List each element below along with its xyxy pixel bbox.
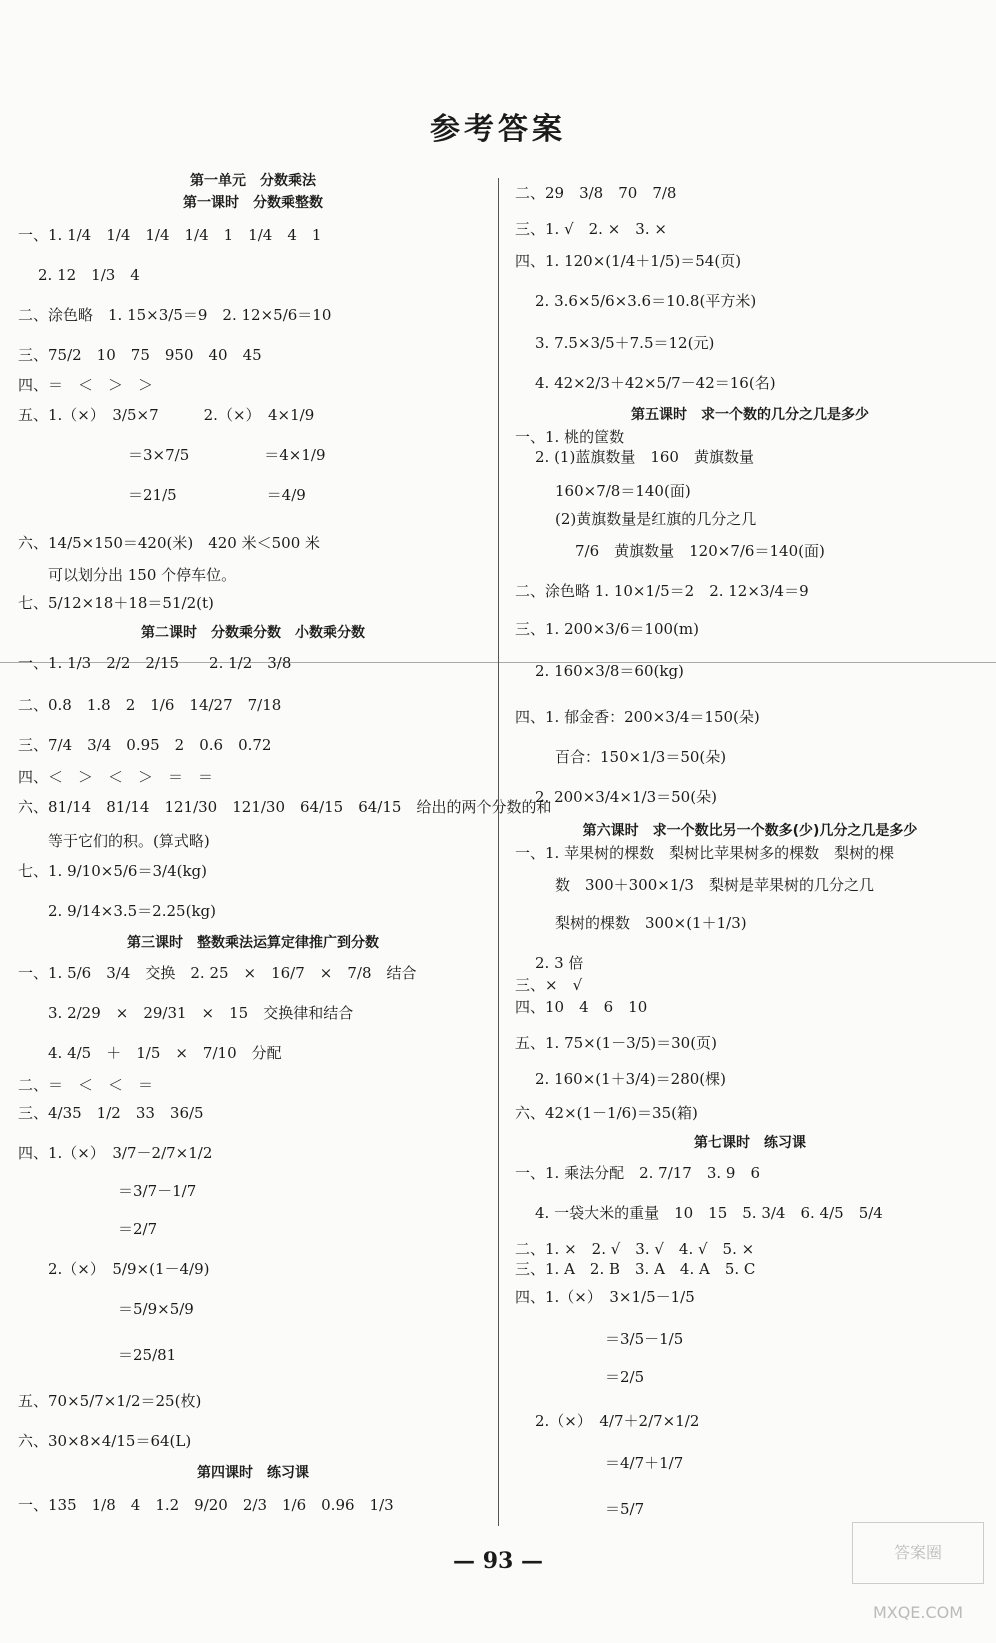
answer-line: 2.（×） 4/7＋2/7×1/2 [535, 1412, 700, 1430]
answer-line: 二、29 3/8 70 7/8 [515, 184, 677, 202]
answer-line: 160×7/8＝140(面) [555, 482, 691, 500]
answer-line: 3. 7.5×3/5＋7.5＝12(元) [535, 334, 715, 352]
section-heading: 第二课时 分数乘分数 小数乘分数 [141, 625, 365, 641]
answer-line: 六、30×8×4/15＝64(L) [18, 1432, 192, 1450]
section-heading: 第一单元 分数乘法 [190, 173, 316, 189]
answer-line: ＝25/81 [118, 1346, 177, 1364]
section-heading: 第四课时 练习课 [197, 1465, 309, 1481]
answer-line: 2. (1)蓝旗数量 160 黄旗数量 [535, 448, 754, 466]
answer-line: (2)黄旗数量是红旗的几分之几 [555, 510, 757, 528]
answer-line: 4. 一袋大米的重量 10 15 5. 3/4 6. 4/5 5/4 [535, 1204, 883, 1222]
answer-line: 2. 3.6×5/6×3.6＝10.8(平方米) [535, 292, 757, 310]
answer-line: 2. 12 1/3 4 [38, 266, 140, 284]
answer-line: 一、1. 1/4 1/4 1/4 1/4 1 1/4 4 1 [18, 226, 322, 244]
answer-line: 五、1. 75×(1－3/5)＝30(页) [515, 1034, 717, 1052]
answer-line: 数 300＋300×1/3 梨树是苹果树的几分之几 [555, 876, 874, 894]
answer-line: ＝21/5 ＝4/9 [128, 486, 306, 504]
answer-line: 一、1. 苹果树的棵数 梨树比苹果树多的棵数 梨树的棵 [515, 844, 895, 862]
answer-line: 六、81/14 81/14 121/30 121/30 64/15 64/15 给出的两个分数的和 [18, 798, 552, 816]
answer-line: 2. 160×(1＋3/4)＝280(棵) [535, 1070, 727, 1088]
answer-line: 一、135 1/8 4 1.2 9/20 2/3 1/6 0.96 1/3 [18, 1496, 394, 1514]
answer-line: 四、1. 120×(1/4＋1/5)＝54(页) [515, 252, 742, 270]
answer-line: 七、5/12×18＋18＝51/2(t) [18, 594, 214, 612]
answer-line: 7/6 黄旗数量 120×7/6＝140(面) [575, 542, 825, 560]
answer-line: 等于它们的积。(算式略) [48, 832, 210, 850]
page-number: — 93 — [453, 1548, 543, 1574]
answer-line: 六、42×(1－1/6)＝35(箱) [515, 1104, 698, 1122]
answer-line: 三、7/4 3/4 0.95 2 0.6 0.72 [18, 736, 272, 754]
answer-line: 2. 200×3/4×1/3＝50(朵) [535, 788, 717, 806]
answer-line: 梨树的棵数 300×(1＋1/3) [555, 914, 747, 932]
answer-line: 四、10 4 6 10 [515, 998, 648, 1016]
answer-line: ＝2/7 [118, 1220, 158, 1238]
answer-line: 七、1. 9/10×5/6＝3/4(kg) [18, 862, 208, 880]
answer-line: 4. 42×2/3＋42×5/7－42＝16(名) [535, 374, 776, 392]
watermark-logo: 答案圈 MXQE.COM [852, 1522, 984, 1584]
section-heading: 第五课时 求一个数的几分之几是多少 [631, 407, 869, 423]
answer-line: 可以划分出 150 个停车位。 [48, 566, 237, 584]
answer-line: ＝4/7＋1/7 [605, 1454, 684, 1472]
column-divider [498, 178, 499, 1526]
answer-line: 三、4/35 1/2 33 36/5 [18, 1104, 204, 1122]
answer-line: 六、14/5×150＝420(米) 420 米＜500 米 [18, 534, 321, 552]
answer-line: ＝3/5－1/5 [605, 1330, 684, 1348]
answer-line: 五、70×5/7×1/2＝25(枚) [18, 1392, 202, 1410]
section-heading: 第三课时 整数乘法运算定律推广到分数 [127, 935, 379, 951]
answer-line: 三、× √ [515, 976, 583, 994]
answer-line: 3. 2/29 × 29/31 × 15 交换律和结合 [48, 1004, 354, 1022]
answer-line: 三、1. 200×3/6＝100(m) [515, 620, 699, 638]
answer-line: ＝5/9×5/9 [118, 1300, 194, 1318]
answer-line: ＝3×7/5 ＝4×1/9 [128, 446, 326, 464]
answer-line: 四、1.（×） 3/7－2/7×1/2 [18, 1144, 213, 1162]
page-title: 参考答案 [430, 112, 566, 147]
answer-line: 四、1.（×） 3×1/5－1/5 [515, 1288, 695, 1306]
answer-line: 一、1. 乘法分配 2. 7/17 3. 9 6 [515, 1164, 761, 1182]
answer-line: 百合：150×1/3＝50(朵) [555, 748, 727, 766]
answer-line: 二、＝ ＜ ＜ ＝ [18, 1076, 154, 1094]
answer-line: 一、1. 桃的筐数 [515, 428, 625, 446]
section-heading: 第一课时 分数乘整数 [183, 195, 323, 211]
answer-line: 五、1.（×） 3/5×7 2.（×） 4×1/9 [18, 406, 315, 424]
answer-line: 2.（×） 5/9×(1－4/9) [48, 1260, 210, 1278]
answer-line: ＝5/7 [605, 1500, 645, 1518]
section-heading: 第七课时 练习课 [694, 1135, 806, 1151]
answer-line: 三、1. A 2. B 3. A 4. A 5. C [515, 1260, 756, 1278]
answer-line: ＝2/5 [605, 1368, 645, 1386]
answer-line: 二、1. × 2. √ 3. √ 4. √ 5. × [515, 1240, 755, 1258]
answer-line: ＝3/7－1/7 [118, 1182, 197, 1200]
answer-line: 四、＝ ＜ ＞ ＞ [18, 376, 154, 394]
answer-line: 2. 160×3/8＝60(kg) [535, 662, 684, 680]
answer-line: 二、0.8 1.8 2 1/6 14/27 7/18 [18, 696, 282, 714]
answer-line: 三、75/2 10 75 950 40 45 [18, 346, 262, 364]
answer-line: 二、涂色略 1. 15×3/5＝9 2. 12×5/6＝10 [18, 306, 332, 324]
answer-line: 一、1. 5/6 3/4 交换 2. 25 × 16/7 × 7/8 结合 [18, 964, 417, 982]
answer-line: 二、涂色略 1. 10×1/5＝2 2. 12×3/4＝9 [515, 582, 809, 600]
answer-line: 4. 4/5 ＋ 1/5 × 7/10 分配 [48, 1044, 282, 1062]
answer-line: 四、＜ ＞ ＜ ＞ ＝ ＝ [18, 768, 214, 786]
answer-line: 四、1. 郁金香：200×3/4＝150(朵) [515, 708, 760, 726]
answer-line: 一、1. 1/3 2/2 2/15 2. 1/2 3/8 [18, 654, 292, 672]
answer-line: 2. 3 倍 [535, 954, 584, 972]
answer-line: 2. 9/14×3.5＝2.25(kg) [48, 902, 216, 920]
answer-line: 三、1. √ 2. × 3. × [515, 220, 667, 238]
section-heading: 第六课时 求一个数比另一个数多(少)几分之几是多少 [582, 823, 918, 839]
